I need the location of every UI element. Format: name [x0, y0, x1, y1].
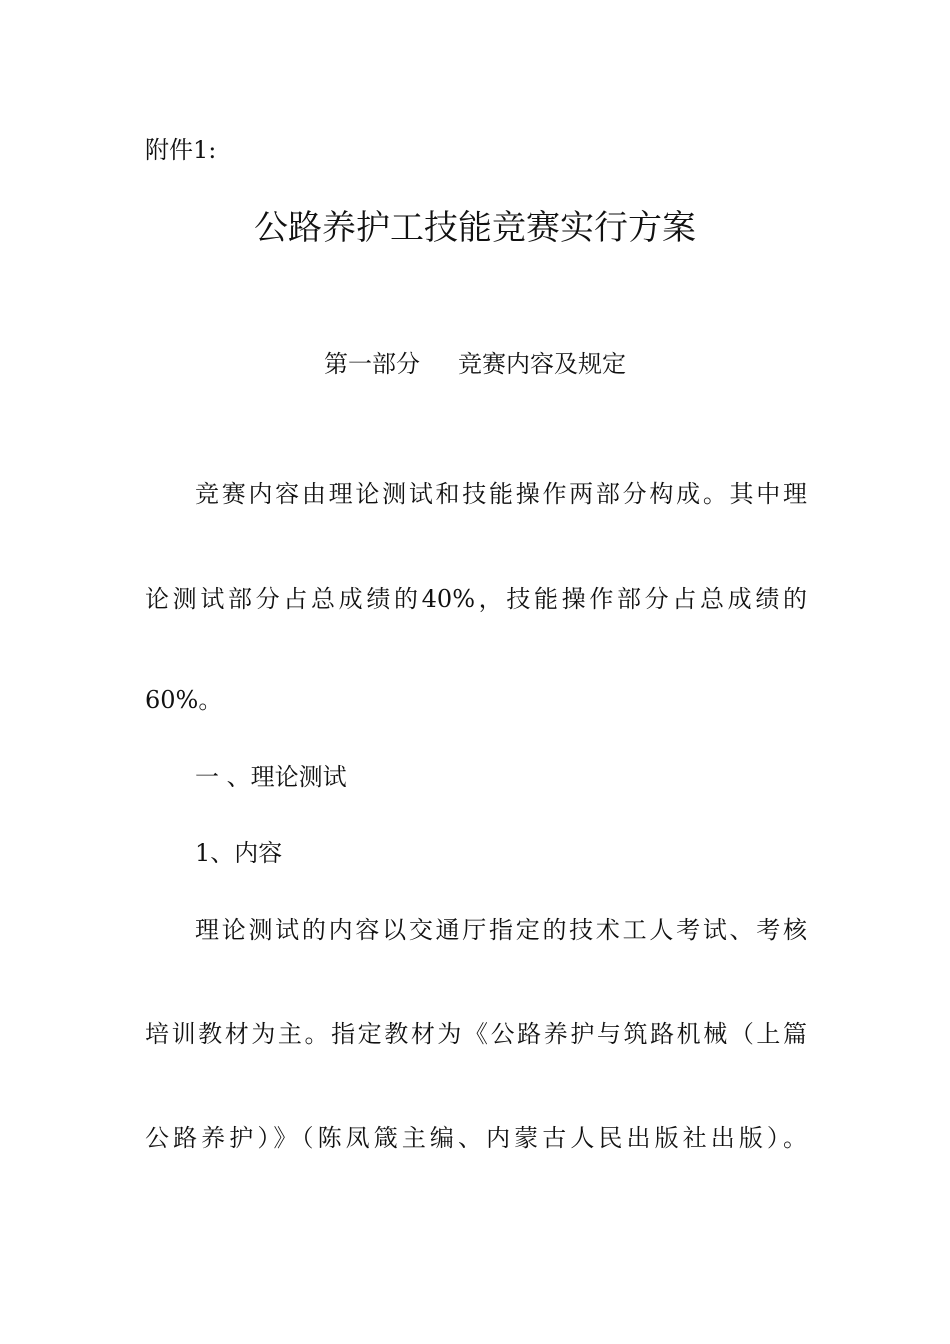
section-heading-text: 竞赛内容及规定 [458, 350, 626, 378]
paragraph-line: 理论测试的内容以交通厅指定的技术工人考试、考核 [195, 916, 807, 944]
paragraph-line: 论测试部分占总成绩的40%，技能操作部分占总成绩的 [145, 585, 807, 613]
section-part-label: 第一部分 [324, 350, 420, 378]
attachment-label: 附件1: [145, 136, 217, 164]
subheading-content: 1、内容 [195, 839, 283, 867]
paragraph-line: 竞赛内容由理论测试和技能操作两部分构成。其中理 [195, 480, 807, 508]
section-heading [0, 348, 950, 380]
document-title: 公路养护工技能竞赛实行方案 [254, 208, 696, 248]
paragraph-line: 培训教材为主。指定教材为《公路养护与筑路机械（上篇 [145, 1020, 807, 1048]
subheading-theory-test: 一 、理论测试 [195, 763, 347, 791]
paragraph-line: 公路养护）》（陈凤箴主编、内蒙古人民出版社出版）。 [145, 1124, 807, 1152]
paragraph-line: 60%。 [145, 686, 223, 714]
